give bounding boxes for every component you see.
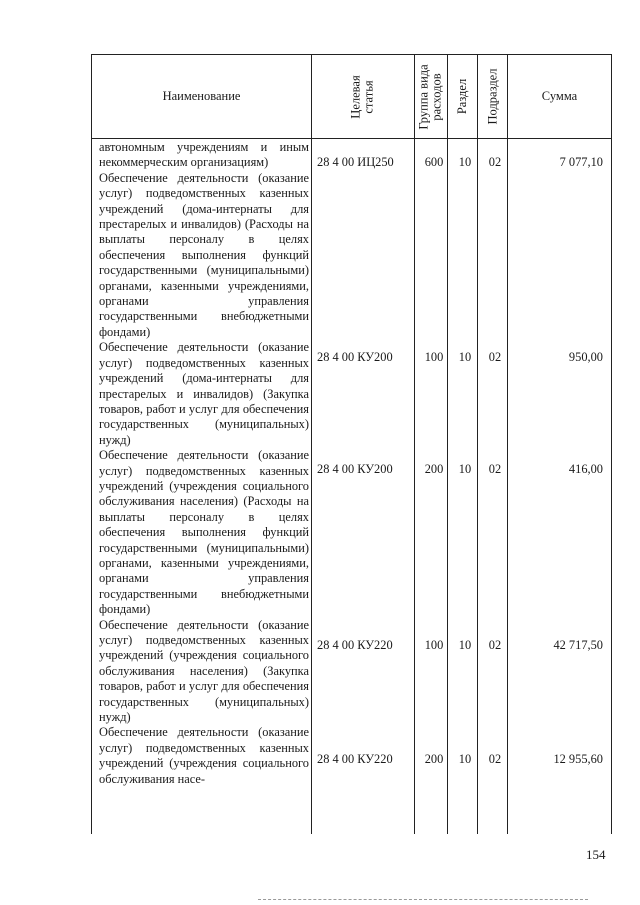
row-name: Обеспечение деятельности (оказание услуг) подведомственных казенных учреждений (дома-интернаты для престарелых и инвалидов) (Закупка товаров, работ и услуг для обеспечения государственных (муниципальных) нужд) [99,340,309,447]
header-razdel-label: Раздел [455,78,470,115]
row-sum: 42 717,50 [553,638,603,652]
row-sum: 416,00 [568,462,603,476]
col-divider [414,54,415,834]
header-group [415,55,447,138]
row-code: 28 4 00 КУ220 [317,752,393,766]
row-code: 28 4 00 КУ220 [317,638,393,652]
header-code [312,55,414,138]
col-divider [91,54,92,834]
header-group-line2: расходов [430,72,445,121]
row-sum: 12 955,60 [553,752,603,766]
header-bottom-border [91,138,612,139]
row-razdel: 10 [458,752,472,766]
col-divider [311,54,312,834]
row-razdel: 10 [458,638,472,652]
header-podrazdel-label: Подраздел [485,68,499,125]
row-code: 28 4 00 КУ200 [317,462,393,476]
header-name [92,55,311,138]
header-podrazdel [478,55,507,138]
row-group: 200 [424,462,444,476]
page-number: 154 [586,847,606,862]
row-podrazdel: 02 [488,638,502,652]
row-podrazdel: 02 [488,155,502,169]
col-divider [507,54,508,834]
col-divider [447,54,448,834]
row-group: 100 [424,638,444,652]
header-razdel [448,55,477,138]
header-code-line1: Целевая [349,74,363,119]
row-sum: 950,00 [568,350,603,364]
row-podrazdel: 02 [488,350,502,364]
budget-table [91,54,612,834]
header-sum-label: Сумма [541,89,578,103]
header-code-line2: статья [362,79,376,114]
col-divider [611,54,612,834]
row-name: Обеспечение деятельности (оказание услуг) подведомственных казенных учреждений (дома-интернаты для престарелых и инвалидов) (Расходы на выплаты персоналу в целях обеспечения выполнения функций государственными (муниципальными) органами, казенными учреждениями, органами управления государственными внебюджетными фондами) [99,170,309,339]
row-name: Обеспечение деятельности (оказание услуг) подведомственных казенных учреждений (учреждения социального обслуживания населения) (Расходы на выплаты персоналу в целях обеспечения выполнения функций государственными (муниципальными) органами, казенными учреждениями, органами управления государственными внебюджетными фондами) [99,448,309,617]
row-group: 100 [424,350,444,364]
row-razdel: 10 [458,350,472,364]
header-name-label: Наименование [162,89,241,103]
row-podrazdel: 02 [488,462,502,476]
header-group-line1: Группа вида [417,63,432,130]
row-group: 200 [424,752,444,766]
row-name: автономным учреждениям и иным некоммерческим организациям) [99,140,309,170]
row-code: 28 4 00 ИЦ250 [317,155,394,169]
name-column [99,140,309,787]
row-name: Обеспечение деятельности (оказание услуг) подведомственных казенных учреждений (учреждения социального обслуживания насе- [99,725,309,786]
row-code: 28 4 00 КУ200 [317,350,393,364]
header-sum [508,55,611,138]
row-podrazdel: 02 [488,752,502,766]
col-divider [477,54,478,834]
row-group: 600 [424,155,444,169]
row-name: Обеспечение деятельности (оказание услуг) подведомственных казенных учреждений (учреждения социального обслуживания населения) (Закупка товаров, работ и услуг для обеспечения государственных (муниципальных) нужд) [99,617,309,725]
row-razdel: 10 [458,462,472,476]
row-razdel: 10 [458,155,472,169]
footer-rule [258,899,588,900]
row-sum: 7 077,10 [559,155,603,169]
